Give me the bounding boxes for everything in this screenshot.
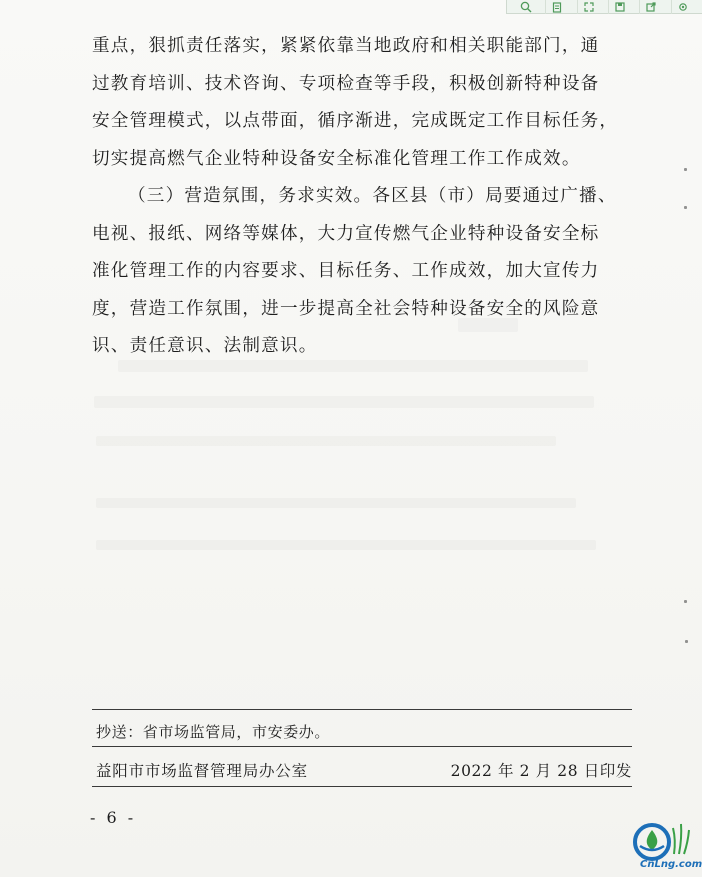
- settings-button[interactable]: [671, 0, 694, 14]
- share-icon: [645, 1, 657, 13]
- paragraph-atmosphere: [92, 178, 632, 366]
- text-line: 度，营造工作氛围，进一步提高全社会特种设备安全的风险意: [92, 298, 600, 319]
- footer-rule-bottom: [92, 786, 632, 787]
- footer-rule-middle: [92, 746, 632, 747]
- text-line: 安全管理模式，以点带面，循序渐进，完成既定工作目标任务，: [92, 111, 619, 131]
- text-line: 准化管理工作的内容要求、目标任务、工作成效，加大宣传力: [92, 261, 600, 281]
- zoom-icon: [520, 1, 532, 13]
- logo-text: CnLng.com: [640, 859, 702, 870]
- footer-rule-top: [92, 709, 632, 710]
- text-line: （三）营造氛围，务求实效。各区县（市）局要通过广播、: [128, 186, 617, 206]
- text-line: 重点，狠抓责任落实，紧紧依靠当地政府和相关职能部门，通: [92, 36, 600, 56]
- copy-icon: [551, 1, 563, 13]
- save-button[interactable]: [608, 0, 631, 14]
- scan-speck: [684, 600, 687, 603]
- document-body: [92, 28, 632, 366]
- bleed-through-mark: [96, 498, 576, 508]
- scan-speck: [684, 168, 687, 171]
- fullscreen-button[interactable]: [577, 0, 600, 14]
- viewer-toolbar: [506, 0, 702, 14]
- paragraph-measures: [92, 28, 632, 178]
- text-line: 电视、报纸、网络等媒体，大力宣传燃气企业特种设备安全标: [92, 223, 600, 244]
- text-line: 识、责任意识、法制意识。: [92, 336, 318, 356]
- bleed-through-mark: [96, 436, 556, 446]
- print-date: 2022 年 2 月 28 日印发: [450, 762, 632, 780]
- bleed-through-mark: [94, 396, 594, 408]
- page-number: - 6 -: [90, 808, 137, 827]
- settings-icon: [677, 1, 689, 13]
- save-icon: [614, 1, 626, 13]
- issuing-office: 益阳市市场监督管理局办公室: [96, 762, 308, 780]
- zoom-button[interactable]: [515, 0, 537, 14]
- copy-button[interactable]: [545, 0, 568, 14]
- text-line: 切实提高燃气企业特种设备安全标准化管理工作工作成效。: [92, 148, 581, 169]
- share-button[interactable]: [639, 0, 662, 14]
- scan-speck: [684, 206, 687, 209]
- bleed-through-mark: [96, 540, 596, 550]
- fullscreen-icon: [583, 1, 595, 13]
- text-line: 过教育培训、技术咨询、专项检查等手段，积极创新特种设备: [92, 73, 600, 94]
- scan-speck: [685, 640, 688, 643]
- cc-line: 抄送：省市场监管局，市安委办。: [96, 723, 331, 741]
